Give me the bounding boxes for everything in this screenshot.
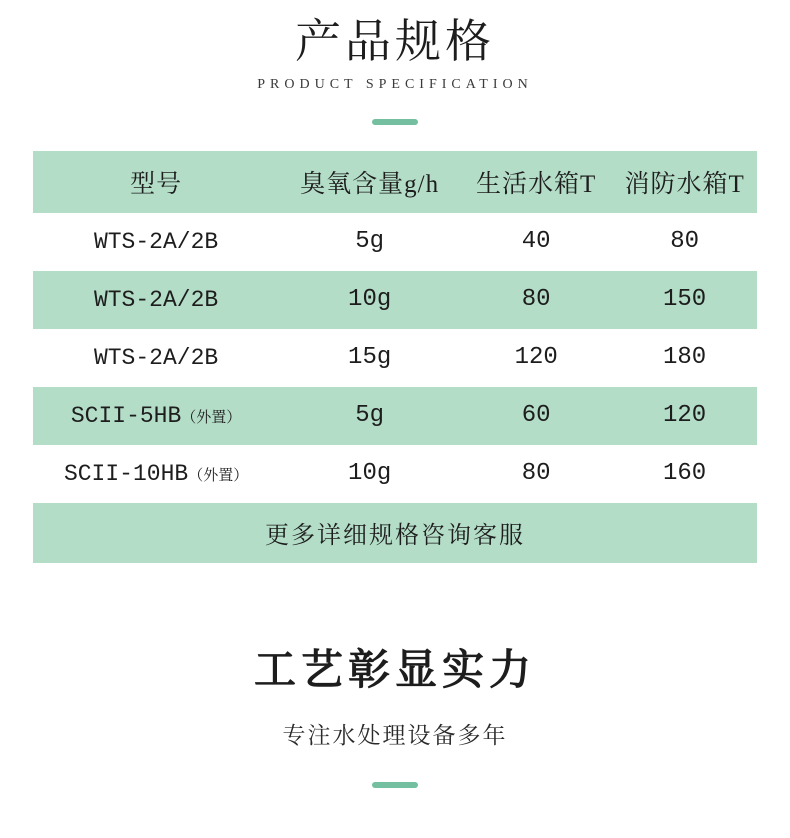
cell-ozone: 15g [348, 344, 392, 372]
header-divider [372, 119, 418, 125]
model-note: （外置） [188, 466, 249, 484]
cell-domestic-tank: 120 [514, 344, 558, 372]
column-header-domestic-tank: 生活水箱T [460, 151, 612, 213]
model-text: WTS-2A/2B [93, 286, 219, 313]
cell-domestic-tank: 80 [460, 271, 612, 329]
cell-model [33, 387, 279, 445]
page-title: 产品规格 [295, 16, 495, 67]
specification-table [33, 151, 757, 563]
spec-header [0, 0, 790, 93]
column-header-ozone: 臭氧含量g/h [279, 151, 460, 213]
model-text: SCII-5HB [70, 402, 182, 429]
bottom-section [0, 637, 790, 788]
page-subtitle: PRODUCT SPECIFICATION [257, 76, 533, 92]
table-row [33, 445, 757, 503]
column-header-fire-tank: 消防水箱T [612, 151, 757, 213]
table-row [33, 271, 757, 329]
column-header-model: 型号 [33, 151, 279, 213]
cell-domestic-tank: 40 [521, 228, 551, 256]
cell-ozone: 5g [355, 228, 385, 256]
cell-domestic-tank: 80 [521, 460, 551, 488]
cell-fire-tank: 120 [612, 387, 757, 445]
model-note: （外置） [181, 408, 242, 426]
model-text: WTS-2A/2B [93, 228, 219, 255]
header-divider-wrap [0, 119, 790, 125]
bottom-divider [372, 782, 418, 788]
bottom-divider-wrap [0, 782, 790, 788]
cell-fire-tank: 180 [662, 344, 707, 372]
cell-model [33, 271, 279, 329]
cell-model [33, 445, 279, 503]
cell-domestic-tank: 60 [460, 387, 612, 445]
cell-ozone: 10g [279, 271, 460, 329]
cell-model [33, 329, 279, 387]
cell-fire-tank: 150 [612, 271, 757, 329]
cell-fire-tank: 80 [670, 228, 699, 256]
cell-ozone: 5g [279, 387, 460, 445]
cell-ozone: 10g [348, 460, 392, 488]
footer-note: 更多详细规格咨询客服 [33, 503, 757, 563]
table-header-row [33, 151, 757, 213]
table-row [33, 329, 757, 387]
table-row [33, 213, 757, 271]
table-row [33, 387, 757, 445]
cell-model [33, 213, 279, 271]
table-footer-row [33, 503, 757, 563]
bottom-title: 工艺彰显实力 [253, 645, 536, 693]
cell-fire-tank: 160 [662, 460, 707, 488]
bottom-subtitle: 专注水处理设备多年 [282, 722, 508, 748]
model-text: SCII-10HB [63, 460, 189, 487]
model-text: WTS-2A/2B [93, 344, 219, 371]
